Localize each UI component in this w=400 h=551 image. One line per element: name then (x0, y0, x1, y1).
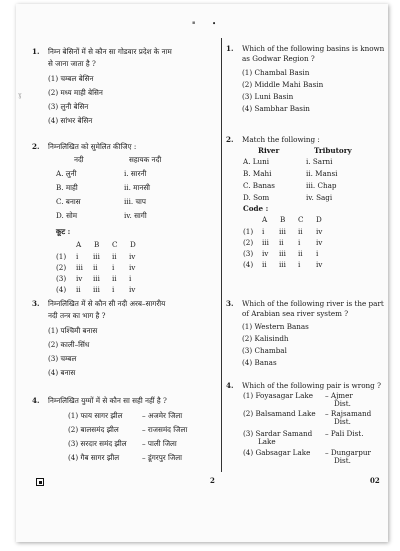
code-table-english (243, 226, 363, 276)
pair-district: – Dungarpur (325, 448, 371, 457)
column-head-tributary: सहायक नदी (129, 155, 162, 164)
question-stem: Which of the following basins is known (242, 44, 385, 53)
question-number: 2. (226, 135, 234, 144)
option-4: (4) बनास (48, 368, 76, 377)
question-number: 3. (32, 299, 40, 308)
question-4-english (226, 380, 386, 480)
column-head-river: River (258, 146, 280, 155)
code-cell: i (112, 285, 115, 294)
code-cell: ii (279, 238, 284, 247)
match-left: A. लुनी (56, 169, 77, 178)
question-stem: of Arabian sea river system ? (242, 309, 349, 318)
match-left: D. सोम (56, 211, 78, 220)
code-cell: i (129, 274, 132, 283)
pair-district: – डूंगरपुर जिला (142, 453, 182, 462)
question-3-hindi (32, 298, 217, 388)
match-right: iii. Chap (306, 181, 337, 190)
code-cell: iii (93, 274, 100, 283)
code-head: A (262, 215, 268, 224)
code-cell: ii (262, 260, 267, 269)
question-stem: Match the following : (242, 135, 320, 144)
question-number: 3. (226, 299, 234, 308)
code-cell: iv (262, 249, 269, 258)
pair-lake: (3) सरदार समंद झील (68, 439, 127, 448)
code-head: D (130, 240, 136, 249)
code-option-number: (1) (243, 227, 254, 236)
code-head: C (112, 240, 118, 249)
match-left: C. Banas (243, 181, 275, 190)
option-1: (1) चम्बल बेसिन (48, 74, 94, 83)
match-right: i. Sarni (306, 157, 333, 166)
code-cell: ii (112, 252, 117, 261)
question-stem: निम्नलिखित को सुमेलित कीजिए : (48, 142, 137, 151)
code-option-number: (4) (56, 285, 67, 294)
pair-lake: (1) फाय सागर झील (68, 411, 123, 420)
code-head: D (316, 215, 322, 224)
question-4-hindi (32, 395, 217, 475)
option-4: (4) सांभर बेसिन (48, 116, 93, 125)
option-4: (4) Banas (242, 358, 277, 367)
code-cell: iii (279, 249, 286, 258)
code-cell: i (76, 252, 79, 261)
code-cell: iv (129, 252, 136, 261)
paper-code: 02 (370, 476, 380, 485)
pair-district: – Pali Dist. (325, 429, 364, 438)
registration-mark-icon (36, 478, 44, 486)
code-cell: ii (76, 285, 81, 294)
option-2: (2) Kalisindh (242, 334, 289, 343)
code-label: Code : (243, 204, 269, 213)
code-label: कूट : (56, 227, 71, 236)
code-cell: i (112, 263, 115, 272)
code-cell: iii (93, 252, 100, 261)
code-cell: ii (298, 249, 303, 258)
option-1: (1) Chambal Basin (242, 68, 310, 77)
pair-lake: (4) Gabsagar Lake (243, 448, 311, 457)
option-3: (3) Chambal (242, 346, 287, 355)
question-stem: निम्न बेसिनों में से कौन सा गोडवार प्रदेश के नाम (48, 47, 172, 56)
code-cell: iii (76, 263, 83, 272)
code-option-number: (3) (243, 249, 254, 258)
option-3: (3) चम्बल (48, 354, 77, 363)
question-stem: as Godwar Region ? (242, 54, 315, 63)
exam-page (16, 4, 388, 542)
question-number: 1. (226, 44, 234, 53)
pair-district-cont: Dist. (334, 399, 351, 408)
match-right: iv. सागी (124, 211, 147, 220)
option-1: (1) पश्चिमी बनास (48, 326, 98, 335)
question-3-english (226, 298, 386, 378)
option-2: (2) Middle Mahi Basin (242, 80, 324, 89)
pair-lake: (4) गैब सागर झील (68, 453, 120, 462)
question-1-english (226, 43, 386, 123)
pair-district: – राजसमंद जिला (142, 425, 188, 434)
question-1-hindi (32, 46, 217, 146)
match-left: B. Mahi (243, 169, 272, 178)
pair-lake: (2) Balsamand Lake (243, 409, 316, 418)
code-cell: ii (112, 274, 117, 283)
pair-lake: (1) Foyasagar Lake (243, 391, 313, 400)
code-cell: i (298, 238, 301, 247)
match-right: iv. Sagi (306, 193, 333, 202)
code-option-number: (2) (243, 238, 254, 247)
ink-dot: • (212, 20, 217, 28)
code-cell: iv (129, 285, 136, 294)
question-stem: Which of the following pair is wrong ? (242, 381, 381, 390)
code-table-hindi (56, 251, 176, 301)
match-right: ii. Mansi (306, 169, 338, 178)
question-number: 4. (32, 396, 40, 405)
code-cell: i (298, 260, 301, 269)
pair-district: – Rajsamand (325, 409, 372, 418)
question-number: 1. (32, 47, 40, 56)
option-3: (3) Luni Basin (242, 92, 294, 101)
match-left: C. बनास (56, 197, 81, 206)
code-cell: ii (298, 227, 303, 236)
code-head: C (298, 215, 304, 224)
code-cell: iv (316, 227, 323, 236)
question-number: 4. (226, 381, 234, 390)
option-4: (4) Sambhar Basin (242, 104, 310, 113)
option-2: (2) काली–सिंध (48, 340, 90, 349)
code-option-number: (2) (56, 263, 67, 272)
code-cell: iv (316, 238, 323, 247)
pair-lake: (2) बालसमंद झील (68, 425, 119, 434)
code-cell: iii (279, 227, 286, 236)
margin-smudge: ɣ (18, 92, 22, 99)
question-stem: Which of the following river is the part (242, 299, 384, 308)
match-left: B. माही (56, 183, 78, 192)
code-option-number: (3) (56, 274, 67, 283)
ink-mark: ▪ (192, 20, 196, 26)
question-stem: निम्नलिखित में से कौन सी नदी अरब–सागरीय (48, 299, 166, 308)
column-head-tributary: Tributory (314, 146, 352, 155)
match-left: A. Luni (243, 157, 270, 166)
code-cell: iii (262, 238, 269, 247)
pair-district: – पाली जिला (142, 439, 177, 448)
code-cell: iv (316, 260, 323, 269)
code-cell: iv (129, 263, 136, 272)
code-option-number: (1) (56, 252, 67, 261)
code-cell: i (316, 249, 319, 258)
page-number: 2 (210, 476, 215, 485)
code-cell: i (262, 227, 265, 236)
question-number: 2. (32, 142, 40, 151)
code-cell: iii (93, 285, 100, 294)
question-stem: से जाना जाता है ? (48, 59, 96, 68)
code-head: A (76, 240, 82, 249)
column-divider (221, 38, 222, 472)
pair-lake: (3) Sardar Samand (243, 429, 313, 438)
code-cell: iii (279, 260, 286, 269)
match-right: iii. चाप (124, 197, 146, 206)
pair-district-cont: Dist. (334, 456, 351, 465)
pair-district: – अजमेर जिला (142, 411, 183, 420)
code-option-number: (4) (243, 260, 254, 269)
pair-lake-cont: Lake (258, 437, 276, 446)
option-3: (3) लुनी बेसिन (48, 102, 89, 111)
match-right: i. सारनी (124, 169, 147, 178)
option-1: (1) Western Banas (242, 322, 309, 331)
question-stem: निम्नलिखित युग्मों में से कौन सा सही नहीं है ? (48, 396, 167, 405)
pair-district: – Ajmer (325, 391, 353, 400)
match-right: ii. मानसी (124, 183, 151, 192)
code-cell: iv (76, 274, 83, 283)
option-2: (2) मध्य माही बेसिन (48, 88, 103, 97)
code-head: B (280, 215, 286, 224)
pair-district-cont: Dist. (334, 417, 351, 426)
question-stem: नदी तन्त्र का भाग है ? (48, 311, 106, 320)
column-head-river: नदी (74, 155, 84, 164)
match-left: D. Som (243, 193, 270, 202)
code-cell: ii (93, 263, 98, 272)
code-head: B (94, 240, 100, 249)
